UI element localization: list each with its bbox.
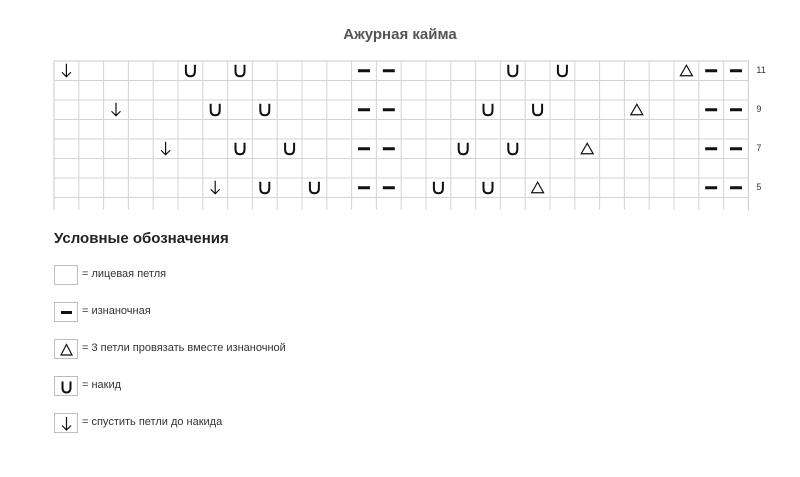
purl-mark — [358, 69, 370, 72]
yarn-over-symbol-icon — [54, 376, 78, 396]
legend-label-slip: = спустить петли до накида — [82, 416, 223, 428]
triangle-symbol-icon — [54, 339, 78, 359]
row-number: 7 — [756, 143, 762, 153]
row-number: 11 — [756, 65, 766, 75]
legend-label-purl: = изнаночная — [82, 305, 151, 317]
purl-mark — [730, 186, 742, 189]
legend-label-yarn-over: = накид — [82, 379, 122, 391]
knitting-chart — [0, 0, 800, 210]
purl-mark — [383, 69, 395, 72]
row-number: 5 — [756, 182, 762, 192]
purl-symbol-icon — [54, 302, 78, 322]
purl-mark — [705, 186, 717, 189]
purl-mark — [705, 108, 717, 111]
purl-mark — [383, 108, 395, 111]
purl-mark — [383, 186, 395, 189]
purl-mark — [705, 69, 717, 72]
purl-mark — [730, 108, 742, 111]
row-number: 9 — [756, 104, 762, 114]
legend-label-knit: = лицевая петля — [82, 268, 167, 280]
purl-mark — [358, 186, 370, 189]
legend-title: Условные обозначения — [54, 230, 229, 247]
purl-mark — [358, 147, 370, 150]
purl-mark — [730, 147, 742, 150]
purl-mark — [358, 108, 370, 111]
chart-title: Ажурная кайма — [343, 26, 457, 43]
purl-mark — [730, 69, 742, 72]
legend-label-p3tog: = 3 петли провязать вместе изнаночной — [82, 342, 286, 354]
knit-symbol-icon — [54, 265, 78, 285]
purl-mark — [383, 147, 395, 150]
down-arrow-symbol-icon — [54, 413, 78, 433]
purl-mark — [705, 147, 717, 150]
